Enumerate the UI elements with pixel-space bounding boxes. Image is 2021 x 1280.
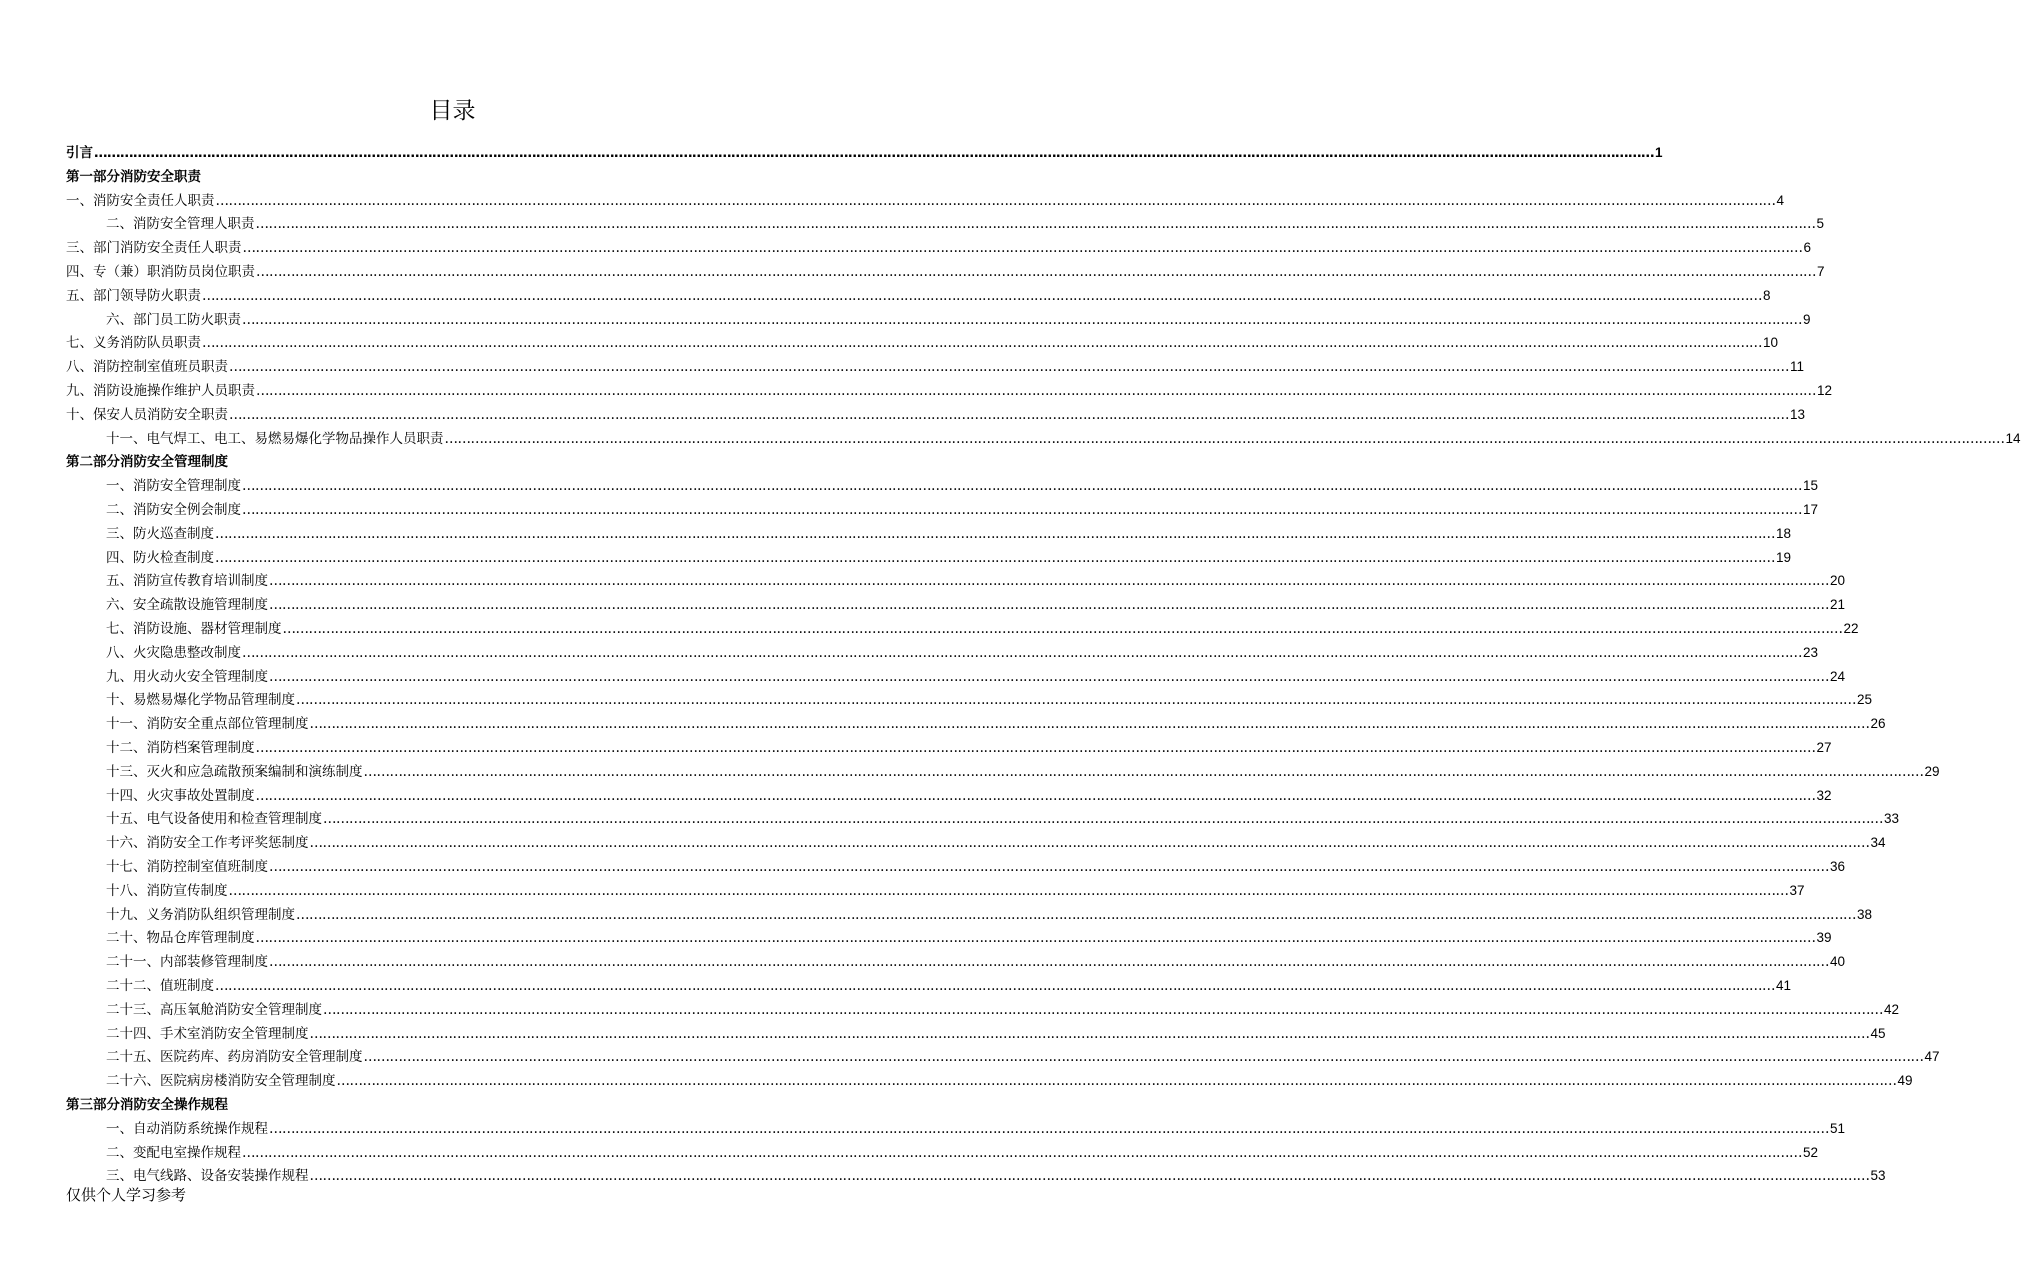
toc-dot-leader: ……………………………………………………………………………………………………………………………………………………………………………………………………………………………………………………………………………………………………………………………… <box>296 906 1856 923</box>
toc-page-number: 38 <box>1857 906 1873 922</box>
toc-page-number: 7 <box>1817 264 1825 279</box>
toc-page-number: 25 <box>1857 692 1873 708</box>
toc-entry[interactable] <box>66 376 1833 400</box>
toc-page-number: 1 <box>1655 145 1663 160</box>
toc-entry-title: 六、部门员工防火职责 <box>106 311 241 328</box>
toc-section-heading: 第二部分消防安全管理制度 <box>66 454 228 471</box>
toc-entry[interactable] <box>66 257 1825 281</box>
toc-page-number: 23 <box>1803 644 1819 660</box>
toc-entry[interactable] <box>106 733 1832 757</box>
toc-entry[interactable] <box>106 971 1792 995</box>
toc-entry-title: 二十六、医院病房楼消防安全管理制度 <box>106 1073 336 1090</box>
toc-entry[interactable] <box>106 1138 1819 1162</box>
toc-dot-leader: ……………………………………………………………………………………………………………………………………………………………………………………………………………………………………………………………………………………………………………………………… <box>363 1049 1924 1066</box>
toc-page-number: 33 <box>1884 811 1900 827</box>
toc-entry-title: 三、防火巡查制度 <box>106 525 214 542</box>
toc-entry[interactable] <box>106 209 1825 233</box>
toc-page-number: 18 <box>1776 525 1792 541</box>
toc-page-number: 14 <box>2005 430 2021 446</box>
toc-dot-leader: ……………………………………………………………………………………………………………………………………………………………………………………………………………………………………………………………………………………………………………………………… <box>269 1120 1829 1137</box>
toc-dot-leader: ……………………………………………………………………………………………………………………………………………………………………………………………………………………………………………………………………………………………………………………………… <box>309 1025 1870 1042</box>
toc-entry[interactable] <box>106 781 1832 805</box>
toc-entry[interactable] <box>106 804 1900 828</box>
toc-dot-leader: ……………………………………………………………………………………………………………………………………………………………………………………………………………………………………………………………………………………………………………………………… <box>242 1144 1802 1161</box>
toc-entry-title: 二十二、值班制度 <box>106 978 214 994</box>
toc-page-number: 5 <box>1816 216 1825 232</box>
toc-entry[interactable] <box>106 1042 1940 1066</box>
toc-entry[interactable] <box>106 1114 1846 1138</box>
toc-dot-leader: ……………………………………………………………………………………………………………………………………………………………………………………………………………………………………………………………………………………………………………………………… <box>296 692 1856 709</box>
toc-dot-leader: ……………………………………………………………………………………………………………………………………………………………………………………………………………………………………………………………………………………………………………………………… <box>255 740 1816 756</box>
toc-page-number: 47 <box>1924 1049 1940 1065</box>
toc-entry-title: 八、消防控制室值班员职责 <box>66 359 228 376</box>
toc-page-number: 21 <box>1830 597 1846 613</box>
toc-page-number: 6 <box>1803 240 1812 256</box>
toc-entry[interactable] <box>106 471 1819 495</box>
toc-dot-leader: ……………………………………………………………………………………………………………………………………………………………………………………………………………………………………………………………………………………………………………………………… <box>309 1168 1870 1185</box>
toc-entry-title: 二十、物品仓库管理制度 <box>106 930 255 947</box>
toc-page-number: 49 <box>1897 1073 1913 1089</box>
toc-entry-title: 五、部门领导防火职责 <box>66 287 201 304</box>
toc-entry-title: 十三、灭火和应急疏散预案编制和演练制度 <box>106 763 363 780</box>
toc-entry-title: 十七、消防控制室值班制度 <box>106 859 268 875</box>
toc-entry-title: 七、义务消防队员职责 <box>66 335 201 352</box>
toc-entry[interactable] <box>106 900 1873 924</box>
toc-entry[interactable] <box>106 1066 1913 1090</box>
toc-page-number: 52 <box>1803 1144 1819 1160</box>
toc-entry[interactable] <box>106 947 1846 971</box>
toc-page-number: 40 <box>1830 954 1846 970</box>
toc-entry-title: 二、消防安全例会制度 <box>106 502 241 518</box>
toc-entry[interactable] <box>106 662 1846 686</box>
toc-dot-leader: ……………………………………………………………………………………………………………………………………………………………………………………………………………………………………………………………………………………………………………………………… <box>444 430 2005 447</box>
toc-entry[interactable] <box>66 328 1779 352</box>
toc-page-number: 29 <box>1924 763 1940 779</box>
footer-note: 仅供个人学习参考 <box>66 1186 187 1204</box>
toc-dot-leader: ……………………………………………………………………………………………………………………………………………………………………………………………………………………………………………………………………………………………………………………………… <box>242 478 1802 495</box>
toc-entry[interactable] <box>66 186 1785 210</box>
toc-entry-title: 九、用火动火安全管理制度 <box>106 668 268 685</box>
toc-entry[interactable] <box>66 233 1812 257</box>
toc-entry-title: 二、变配电室操作规程 <box>106 1144 241 1161</box>
toc-entry-title: 十五、电气设备使用和检查管理制度 <box>106 811 322 828</box>
toc-entry-title: 二十三、高压氧舱消防安全管理制度 <box>106 1001 322 1018</box>
toc-entry[interactable] <box>106 305 1811 329</box>
toc-dot-leader: ……………………………………………………………………………………………………………………………………………………………………………………………………………………………………………………………………………………………………………………………… <box>363 763 1924 780</box>
toc-dot-leader: ……………………………………………………………………………………………………………………………………………………………………………………………………………………………………………………………………………………………………………………………… <box>242 644 1802 661</box>
toc-dot-leader: ……………………………………………………………………………………………………………………………………………………………………………………………………………………………………………………………………………………………………………………………… <box>269 859 1829 875</box>
toc-entry[interactable] <box>106 876 1805 900</box>
toc-entry[interactable] <box>106 685 1873 709</box>
toc-page-number: 22 <box>1843 621 1859 636</box>
toc-dot-leader: ……………………………………………………………………………………………………………………………………………………………………………………………………………………………………………………………………………………………………………………………… <box>202 287 1762 304</box>
toc-dot-leader: ……………………………………………………………………………………………………………………………………………………………………………………………………………………………………………………………………………………………………………………………… <box>309 716 1870 733</box>
toc-page-number: 8 <box>1763 287 1771 303</box>
toc-entry[interactable] <box>106 566 1846 590</box>
toc-entry[interactable] <box>106 709 1886 733</box>
toc-entry-title: 十一、电气焊工、电工、易燃易爆化学物品操作人员职责 <box>106 430 444 447</box>
toc-entry-title: 二、消防安全管理人职责 <box>106 216 255 233</box>
toc-page-number: 11 <box>1790 359 1805 375</box>
toc-entry[interactable] <box>66 281 1771 305</box>
toc-entry[interactable] <box>106 543 1792 567</box>
toc-entry-title: 十、易燃易爆化学物品管理制度 <box>106 692 295 709</box>
toc-entry[interactable] <box>66 352 1805 376</box>
toc-entry[interactable] <box>66 138 1663 162</box>
toc-page-number: 19 <box>1776 549 1792 565</box>
toc-entry-title: 六、安全疏散设施管理制度 <box>106 597 268 614</box>
toc-entry-title: 五、消防宣传教育培训制度 <box>106 573 268 590</box>
toc-entry-title: 九、消防设施操作维护人员职责 <box>66 383 255 399</box>
toc-page-number: 9 <box>1803 311 1811 327</box>
toc-page-number: 27 <box>1816 740 1832 755</box>
toc-entry-title: 二十五、医院药库、药房消防安全管理制度 <box>106 1049 363 1066</box>
toc-entry[interactable] <box>106 995 1900 1019</box>
toc-entry[interactable] <box>106 852 1846 876</box>
toc-dot-leader: ……………………………………………………………………………………………………………………………………………………………………………………………………………………………………………………………………………………………………………………………… <box>269 954 1829 971</box>
toc-page-number: 4 <box>1776 192 1785 208</box>
toc-dot-leader: ……………………………………………………………………………………………………………………………………………………………………………………………………………………………………………………………………………………………………………………………… <box>229 359 1789 376</box>
toc-dot-leader: ……………………………………………………………………………………………………………………………………………………………………………………………………………………………………………………………………………………………………………………………… <box>336 1073 1897 1090</box>
toc-entry-title: 十四、火灾事故处置制度 <box>106 787 255 804</box>
toc-entry-title: 二十一、内部装修管理制度 <box>106 954 268 971</box>
toc-dot-leader: ……………………………………………………………………………………………………………………………………………………………………………………………………………………………………………………………………………………………………………………………… <box>255 787 1816 804</box>
toc-entry-title: 四、防火检查制度 <box>106 549 214 566</box>
toc-page-number: 17 <box>1803 502 1819 517</box>
toc-entry-title: 十六、消防安全工作考评奖惩制度 <box>106 835 309 852</box>
toc-entry-title: 二十四、手术室消防安全管理制度 <box>106 1025 309 1042</box>
toc-entry[interactable] <box>106 828 1886 852</box>
toc-entry-title: 一、消防安全管理制度 <box>106 478 241 495</box>
toc-dot-leader: ……………………………………………………………………………………………………………………………………………………………………………………………………………………………………………………………………………………………………………………………… <box>94 145 1654 161</box>
toc-page-number: 37 <box>1789 882 1805 898</box>
toc-entry-title: 十一、消防安全重点部位管理制度 <box>106 716 309 733</box>
toc-entry-title: 三、电气线路、设备安装操作规程 <box>106 1168 309 1185</box>
toc-page-number: 45 <box>1870 1025 1886 1041</box>
page-title: 目录 <box>429 98 476 124</box>
toc-entry-title: 一、自动消防系统操作规程 <box>106 1120 268 1137</box>
toc-dot-leader: ……………………………………………………………………………………………………………………………………………………………………………………………………………………………………………………………………………………………………………………………… <box>215 192 1776 209</box>
toc-entry-title: 三、部门消防安全责任人职责 <box>66 240 242 257</box>
toc-dot-leader: ……………………………………………………………………………………………………………………………………………………………………………………………………………………………………………………………………………………………………………………………… <box>323 1001 1883 1018</box>
toc-entry-title: 七、消防设施、器材管理制度 <box>106 621 282 637</box>
toc-entry[interactable] <box>106 638 1819 662</box>
toc-page-number: 15 <box>1803 478 1819 494</box>
toc-dot-leader: ……………………………………………………………………………………………………………………………………………………………………………………………………………………………………………………………………………………………………………………………… <box>309 835 1870 852</box>
toc-page-number: 39 <box>1816 930 1832 946</box>
toc-dot-leader: ……………………………………………………………………………………………………………………………………………………………………………………………………………………………………………………………………………………………………………………………… <box>242 240 1803 257</box>
toc-entry[interactable] <box>106 519 1792 543</box>
toc-dot-leader: ……………………………………………………………………………………………………………………………………………………………………………………………………………………………………………………………………………………………………………………………… <box>242 311 1802 328</box>
toc-entry[interactable] <box>106 614 1859 638</box>
toc-page-number: 12 <box>1817 383 1833 398</box>
toc-entry-title: 四、专（兼）职消防员岗位职责 <box>66 264 255 280</box>
toc-entry-title: 十八、消防宣传制度 <box>106 882 228 899</box>
toc-dot-leader: ……………………………………………………………………………………………………………………………………………………………………………………………………………………………………………………………………………………………………………………………… <box>215 549 1775 566</box>
toc-section-heading: 第一部分消防安全职责 <box>66 168 201 185</box>
toc-entry-title: 引言 <box>66 145 93 161</box>
toc-page-number: 24 <box>1830 668 1846 684</box>
toc-dot-leader: ……………………………………………………………………………………………………………………………………………………………………………………………………………………………………………………………………………………………………………………………… <box>229 406 1789 423</box>
toc-dot-leader: ……………………………………………………………………………………………………………………………………………………………………………………………………………………………………………………………………………………………………………………………… <box>255 216 1816 233</box>
toc-dot-leader: ……………………………………………………………………………………………………………………………………………………………………………………………………………………………………………………………………………………………………………………………… <box>228 882 1789 899</box>
toc-entry[interactable] <box>106 923 1832 947</box>
toc-page-number: 34 <box>1870 835 1886 851</box>
toc-entry[interactable] <box>66 400 1806 424</box>
toc-section-heading: 第三部分消防安全操作规程 <box>66 1097 228 1113</box>
toc-dot-leader: ……………………………………………………………………………………………………………………………………………………………………………………………………………………………………………………………………………………………………………………………… <box>242 502 1802 518</box>
toc-entry[interactable] <box>106 424 2021 448</box>
toc-dot-leader: ……………………………………………………………………………………………………………………………………………………………………………………………………………………………………………………………………………………………………………………………… <box>202 335 1762 352</box>
toc-dot-leader: ……………………………………………………………………………………………………………………………………………………………………………………………………………………………………………………………………………………………………………………………… <box>255 930 1816 947</box>
toc-dot-leader: ……………………………………………………………………………………………………………………………………………………………………………………………………………………………………………………………………………………………………………………………… <box>269 597 1829 614</box>
toc-dot-leader: ……………………………………………………………………………………………………………………………………………………………………………………………………………………………………………………………………………………………………………………………… <box>256 383 1816 399</box>
toc-entry[interactable] <box>106 757 1940 781</box>
toc-page-number: 10 <box>1763 335 1779 351</box>
toc-dot-leader: ……………………………………………………………………………………………………………………………………………………………………………………………………………………………………………………………………………………………………………………………… <box>282 621 1843 637</box>
toc-page-number: 32 <box>1816 787 1832 803</box>
toc-dot-leader: ……………………………………………………………………………………………………………………………………………………………………………………………………………………………………………………………………………………………………………………………… <box>215 525 1775 542</box>
toc-entry[interactable] <box>106 495 1819 519</box>
toc-page-number: 42 <box>1884 1001 1900 1017</box>
toc-entry-title: 一、消防安全责任人职责 <box>66 192 215 209</box>
toc-page-number: 36 <box>1830 859 1846 874</box>
toc-entry-title: 八、火灾隐患整改制度 <box>106 644 241 661</box>
toc-page-number: 53 <box>1870 1168 1886 1184</box>
toc-page-number: 13 <box>1790 406 1806 422</box>
toc-dot-leader: ……………………………………………………………………………………………………………………………………………………………………………………………………………………………………………………………………………………………………………………………… <box>269 668 1829 685</box>
toc-page-number: 41 <box>1776 978 1792 993</box>
toc-entry-title: 十二、消防档案管理制度 <box>106 740 255 756</box>
toc-dot-leader: ……………………………………………………………………………………………………………………………………………………………………………………………………………………………………………………………………………………………………………………………… <box>323 811 1883 828</box>
toc-page-number: 51 <box>1830 1120 1846 1136</box>
toc-dot-leader: ……………………………………………………………………………………………………………………………………………………………………………………………………………………………………………………………………………………………………………………………… <box>269 573 1829 590</box>
toc-dot-leader: ……………………………………………………………………………………………………………………………………………………………………………………………………………………………………………………………………………………………………………………………… <box>215 978 1775 994</box>
toc-page-number: 26 <box>1870 716 1886 732</box>
toc-entry[interactable] <box>106 1019 1886 1043</box>
toc-entry[interactable] <box>106 1161 1886 1185</box>
toc-entry[interactable] <box>106 590 1846 614</box>
toc-dot-leader: ……………………………………………………………………………………………………………………………………………………………………………………………………………………………………………………………………………………………………………………………… <box>256 264 1816 280</box>
toc-entry-title: 十九、义务消防队组织管理制度 <box>106 906 295 923</box>
toc-page-number: 20 <box>1830 573 1846 589</box>
toc-entry-title: 十、保安人员消防安全职责 <box>66 406 228 423</box>
